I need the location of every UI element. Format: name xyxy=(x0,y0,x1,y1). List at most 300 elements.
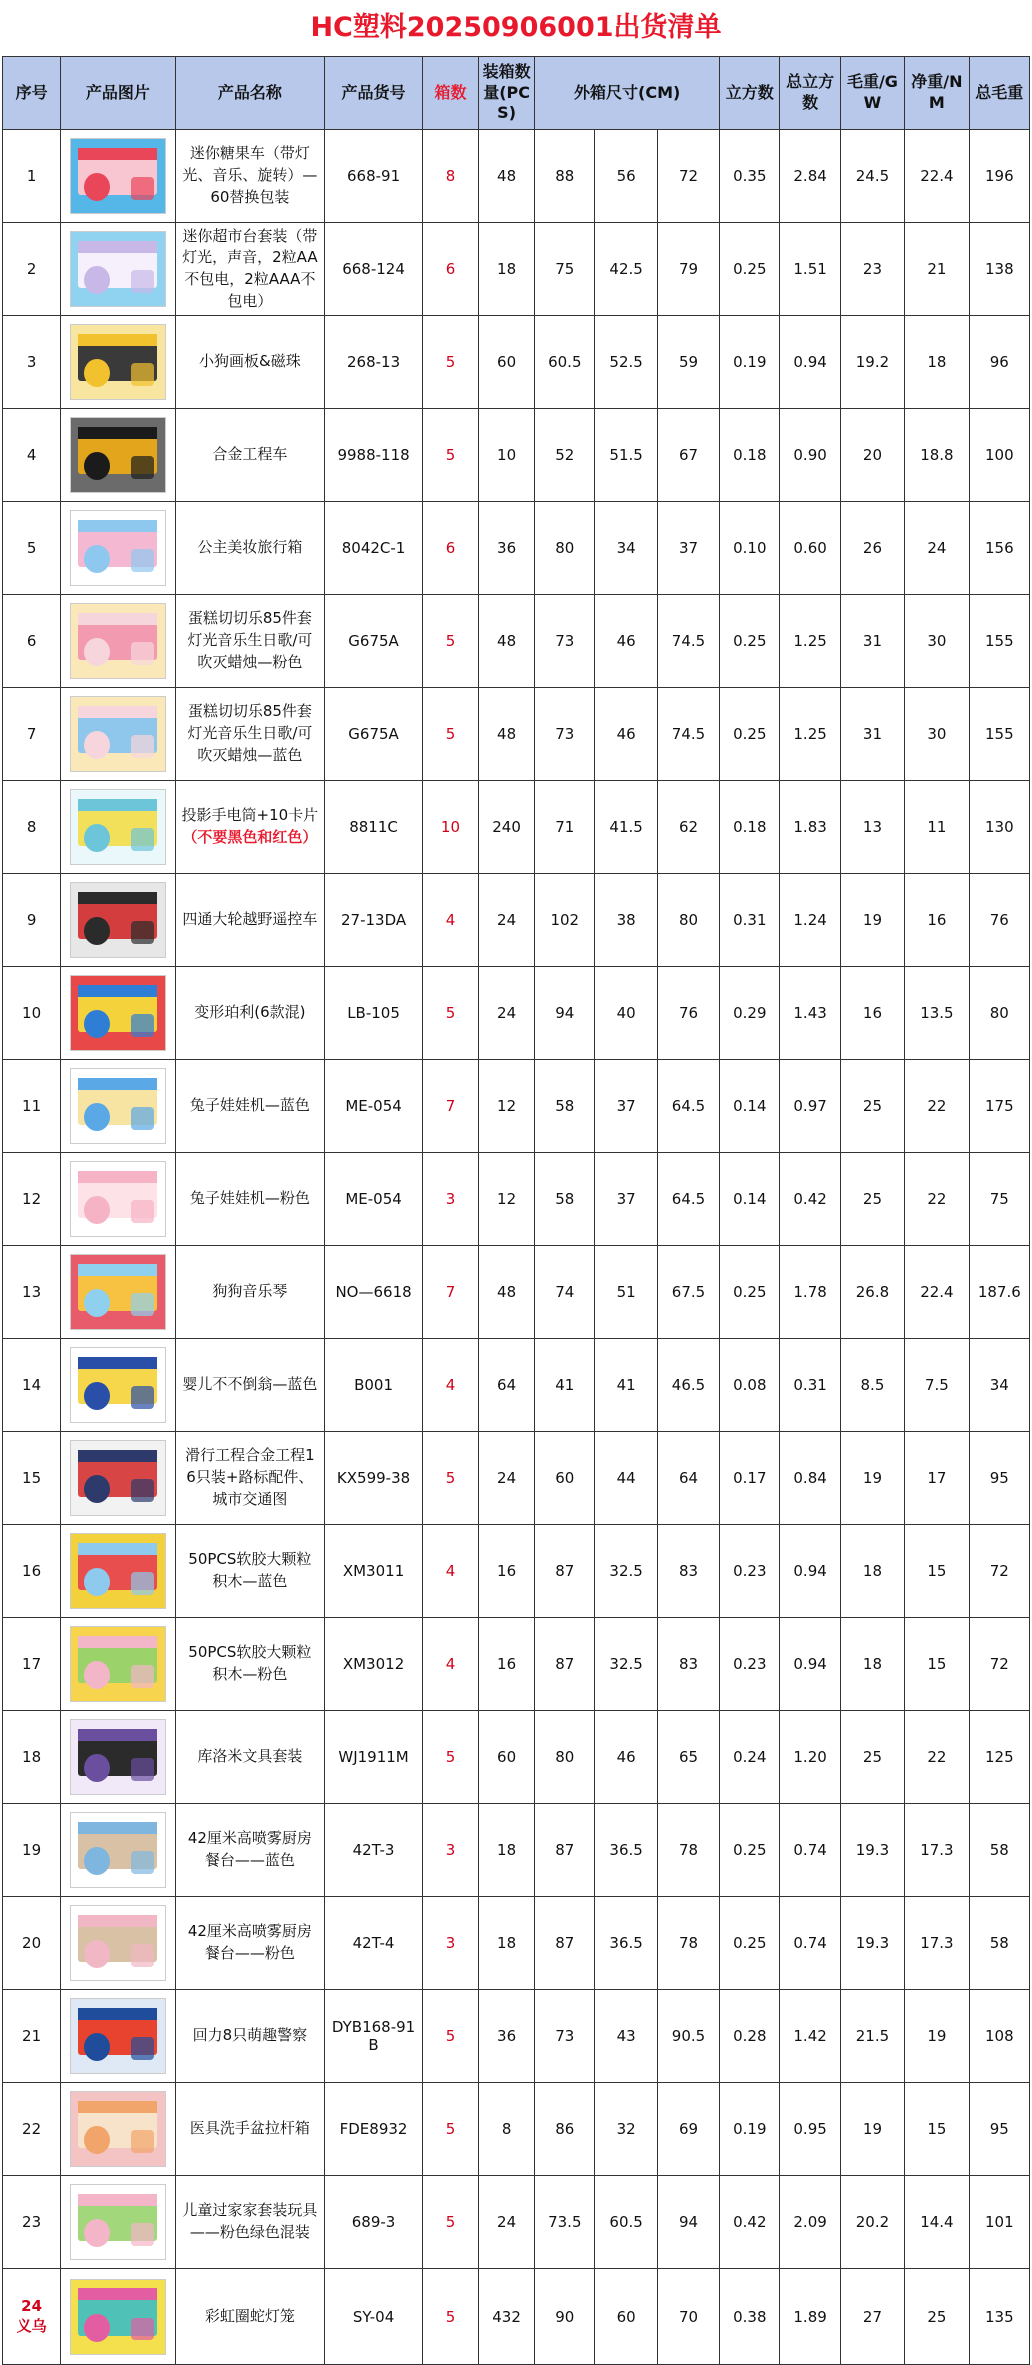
row-box-count: 4 xyxy=(422,1525,478,1618)
row-carton-width: 51 xyxy=(595,1246,657,1339)
row-seq: 21 xyxy=(3,1990,61,2083)
row-product-code: 9988-118 xyxy=(325,409,423,502)
product-photo xyxy=(70,789,166,865)
row-product-code: 27-13DA xyxy=(325,874,423,967)
header-row xyxy=(3,57,1030,130)
row-photo-cell xyxy=(61,1339,175,1432)
row-pack-qty: 64 xyxy=(479,1339,535,1432)
product-name-text: 42厘米高喷雾厨房餐台——蓝色 xyxy=(187,1829,312,1869)
row-cbm-value: 0.23 xyxy=(720,1525,780,1618)
row-carton-length: 58 xyxy=(535,1060,595,1153)
photo-toy-accessory xyxy=(131,1107,154,1129)
row-box-count: 6 xyxy=(422,223,478,316)
row-total-gross-weight: 125 xyxy=(969,1711,1029,1804)
row-net-weight: 17.3 xyxy=(905,1804,969,1897)
photo-toy xyxy=(84,1196,110,1224)
product-photo xyxy=(70,417,166,493)
row-total-gross-weight: 155 xyxy=(969,688,1029,781)
product-name-warning: （不要黑色和红色） xyxy=(182,828,318,846)
row-total-cbm: 0.31 xyxy=(780,1339,840,1432)
photo-package-band xyxy=(78,799,157,811)
row-net-weight: 25 xyxy=(905,2269,969,2365)
row-cbm-value: 0.19 xyxy=(720,2083,780,2176)
col-header-qty: 装箱数量(PCS) xyxy=(479,57,535,130)
row-carton-height: 69 xyxy=(657,2083,719,2176)
row-pack-qty: 10 xyxy=(479,409,535,502)
photo-package-band xyxy=(78,1078,157,1090)
product-name-text: 蛋糕切切乐85件套灯光音乐生日歌/可吹灭蜡烛—粉色 xyxy=(187,609,313,671)
product-photo xyxy=(70,1812,166,1888)
row-seq: 11 xyxy=(3,1060,61,1153)
row-product-name xyxy=(175,2269,325,2365)
row-gross-weight: 25 xyxy=(840,1711,904,1804)
photo-toy-accessory xyxy=(131,549,154,571)
row-pack-qty: 60 xyxy=(479,316,535,409)
row-product-code: XM3012 xyxy=(325,1618,423,1711)
photo-toy xyxy=(84,917,110,945)
photo-toy-accessory xyxy=(131,828,154,850)
row-pack-qty: 60 xyxy=(479,1711,535,1804)
row-total-gross-weight: 196 xyxy=(969,130,1029,223)
row-total-gross-weight: 175 xyxy=(969,1060,1029,1153)
product-name-text: 50PCS软胶大颗粒积木—蓝色 xyxy=(188,1550,312,1590)
row-photo-cell xyxy=(61,130,175,223)
row-seq: 16 xyxy=(3,1525,61,1618)
row-seq: 1 xyxy=(3,130,61,223)
row-carton-width: 46 xyxy=(595,595,657,688)
row-total-gross-weight: 95 xyxy=(969,1432,1029,1525)
row-carton-height: 46.5 xyxy=(657,1339,719,1432)
row-photo-cell xyxy=(61,1432,175,1525)
row-carton-height: 83 xyxy=(657,1525,719,1618)
product-name-text: 兔子娃娃机—蓝色 xyxy=(189,1096,310,1115)
photo-toy xyxy=(84,1847,110,1875)
row-total-cbm: 0.94 xyxy=(780,316,840,409)
row-carton-height: 83 xyxy=(657,1618,719,1711)
row-carton-width: 38 xyxy=(595,874,657,967)
row-net-weight: 30 xyxy=(905,688,969,781)
row-total-gross-weight: 72 xyxy=(969,1618,1029,1711)
row-seq: 19 xyxy=(3,1804,61,1897)
row-total-cbm: 1.20 xyxy=(780,1711,840,1804)
photo-package-band xyxy=(78,334,157,346)
row-carton-height: 37 xyxy=(657,502,719,595)
row-net-weight: 21 xyxy=(905,223,969,316)
product-photo xyxy=(70,2279,166,2355)
row-product-code: XM3011 xyxy=(325,1525,423,1618)
product-photo xyxy=(70,882,166,958)
table-row xyxy=(3,1897,1030,1990)
row-net-weight: 16 xyxy=(905,874,969,967)
photo-package-band xyxy=(78,427,157,439)
row-total-cbm: 0.42 xyxy=(780,1153,840,1246)
row-seq: 7 xyxy=(3,688,61,781)
photo-toy-accessory xyxy=(131,1572,154,1594)
photo-package-band xyxy=(78,520,157,532)
row-pack-qty: 24 xyxy=(479,967,535,1060)
row-product-name xyxy=(175,1339,325,1432)
row-carton-length: 102 xyxy=(535,874,595,967)
row-box-count: 5 xyxy=(422,1432,478,1525)
product-name-text: 蛋糕切切乐85件套灯光音乐生日歌/可吹灭蜡烛—蓝色 xyxy=(187,702,313,764)
row-net-weight: 17 xyxy=(905,1432,969,1525)
row-photo-cell xyxy=(61,781,175,874)
row-cbm-value: 0.14 xyxy=(720,1153,780,1246)
row-total-gross-weight: 156 xyxy=(969,502,1029,595)
row-carton-length: 80 xyxy=(535,502,595,595)
row-photo-cell xyxy=(61,2083,175,2176)
row-total-cbm: 1.51 xyxy=(780,223,840,316)
photo-toy-accessory xyxy=(131,1200,154,1222)
photo-toy-accessory xyxy=(131,2037,154,2059)
table-row xyxy=(3,223,1030,316)
row-carton-length: 87 xyxy=(535,1618,595,1711)
row-gross-weight: 19 xyxy=(840,2083,904,2176)
row-pack-qty: 18 xyxy=(479,1897,535,1990)
product-name-text: 狗狗音乐琴 xyxy=(212,1282,288,1301)
row-carton-width: 32.5 xyxy=(595,1525,657,1618)
photo-toy xyxy=(84,359,110,387)
row-total-gross-weight: 80 xyxy=(969,967,1029,1060)
row-seq: 14 xyxy=(3,1339,61,1432)
row-product-code: WJ1911M xyxy=(325,1711,423,1804)
row-gross-weight: 20.2 xyxy=(840,2176,904,2269)
product-name-text: 小狗画板&磁珠 xyxy=(199,352,301,371)
row-photo-cell xyxy=(61,1618,175,1711)
photo-package-band xyxy=(78,2008,157,2020)
product-name-text: 公主美妆旅行箱 xyxy=(197,538,303,557)
row-total-gross-weight: 187.6 xyxy=(969,1246,1029,1339)
row-net-weight: 7.5 xyxy=(905,1339,969,1432)
table-row xyxy=(3,316,1030,409)
row-product-name xyxy=(175,502,325,595)
photo-toy xyxy=(84,1568,110,1596)
photo-toy xyxy=(84,1010,110,1038)
row-carton-length: 60.5 xyxy=(535,316,595,409)
row-product-name xyxy=(175,1246,325,1339)
row-net-weight: 15 xyxy=(905,1618,969,1711)
row-net-weight: 13.5 xyxy=(905,967,969,1060)
photo-toy xyxy=(84,1289,110,1317)
row-cbm-value: 0.25 xyxy=(720,1804,780,1897)
row-photo-cell xyxy=(61,1060,175,1153)
table-row xyxy=(3,1990,1030,2083)
row-carton-height: 94 xyxy=(657,2176,719,2269)
photo-toy xyxy=(84,1940,110,1968)
row-total-gross-weight: 76 xyxy=(969,874,1029,967)
row-carton-length: 87 xyxy=(535,1525,595,1618)
table-row xyxy=(3,781,1030,874)
photo-toy xyxy=(84,824,110,852)
row-carton-length: 73 xyxy=(535,595,595,688)
col-header-total-gross-weight: 总毛重 xyxy=(969,57,1029,130)
row-photo-cell xyxy=(61,223,175,316)
row-cbm-value: 0.08 xyxy=(720,1339,780,1432)
photo-package-band xyxy=(78,1822,157,1834)
row-carton-width: 43 xyxy=(595,1990,657,2083)
product-photo xyxy=(70,1161,166,1237)
row-product-code: 268-13 xyxy=(325,316,423,409)
row-gross-weight: 23 xyxy=(840,223,904,316)
row-cbm-value: 0.23 xyxy=(720,1618,780,1711)
row-product-name xyxy=(175,2176,325,2269)
table-row xyxy=(3,409,1030,502)
photo-toy xyxy=(84,1382,110,1410)
row-cbm-value: 0.25 xyxy=(720,1897,780,1990)
row-photo-cell xyxy=(61,688,175,781)
row-carton-width: 46 xyxy=(595,1711,657,1804)
photo-toy xyxy=(84,2314,110,2342)
row-pack-qty: 18 xyxy=(479,1804,535,1897)
photo-toy xyxy=(84,1754,110,1782)
row-carton-width: 41 xyxy=(595,1339,657,1432)
product-photo xyxy=(70,1626,166,1702)
row-total-cbm: 0.90 xyxy=(780,409,840,502)
row-box-count: 7 xyxy=(422,1060,478,1153)
row-total-gross-weight: 101 xyxy=(969,2176,1029,2269)
row-product-name xyxy=(175,1432,325,1525)
table-row xyxy=(3,1804,1030,1897)
table-row xyxy=(3,967,1030,1060)
row-total-cbm: 0.95 xyxy=(780,2083,840,2176)
row-gross-weight: 25 xyxy=(840,1153,904,1246)
product-name-text: 42厘米高喷雾厨房餐台——粉色 xyxy=(187,1922,312,1962)
row-product-name xyxy=(175,595,325,688)
row-carton-height: 76 xyxy=(657,967,719,1060)
row-product-name xyxy=(175,2083,325,2176)
row-gross-weight: 26 xyxy=(840,502,904,595)
row-seq: 8 xyxy=(3,781,61,874)
row-gross-weight: 26.8 xyxy=(840,1246,904,1339)
col-header-seq: 序号 xyxy=(3,57,61,130)
row-pack-qty: 48 xyxy=(479,688,535,781)
row-carton-length: 60 xyxy=(535,1432,595,1525)
row-box-count: 3 xyxy=(422,1804,478,1897)
product-photo xyxy=(70,603,166,679)
row-pack-qty: 48 xyxy=(479,130,535,223)
row-total-cbm: 0.74 xyxy=(780,1804,840,1897)
row-gross-weight: 31 xyxy=(840,688,904,781)
row-carton-height: 80 xyxy=(657,874,719,967)
row-product-code: 668-124 xyxy=(325,223,423,316)
table-row xyxy=(3,1246,1030,1339)
row-gross-weight: 19.3 xyxy=(840,1897,904,1990)
row-carton-height: 59 xyxy=(657,316,719,409)
row-total-cbm: 0.97 xyxy=(780,1060,840,1153)
product-name-text: 投影手电筒+10卡片 xyxy=(181,806,319,825)
product-photo xyxy=(70,1347,166,1423)
row-cbm-value: 0.35 xyxy=(720,130,780,223)
row-seq xyxy=(3,2269,61,2365)
row-cbm-value: 0.25 xyxy=(720,223,780,316)
row-carton-height: 70 xyxy=(657,2269,719,2365)
row-seq-number: 24 xyxy=(21,2297,43,2315)
product-photo xyxy=(70,1533,166,1609)
row-product-name xyxy=(175,874,325,967)
photo-toy-accessory xyxy=(131,2130,154,2152)
photo-toy-accessory xyxy=(131,363,154,385)
row-carton-width: 42.5 xyxy=(595,223,657,316)
product-photo xyxy=(70,324,166,400)
row-total-gross-weight: 72 xyxy=(969,1525,1029,1618)
table-row xyxy=(3,1618,1030,1711)
row-total-cbm: 1.43 xyxy=(780,967,840,1060)
row-cbm-value: 0.25 xyxy=(720,688,780,781)
row-cbm-value: 0.24 xyxy=(720,1711,780,1804)
row-product-code: KX599-38 xyxy=(325,1432,423,1525)
photo-package-band xyxy=(78,1915,157,1927)
row-gross-weight: 27 xyxy=(840,2269,904,2365)
row-product-name xyxy=(175,130,325,223)
row-carton-height: 64 xyxy=(657,1432,719,1525)
photo-package-band xyxy=(78,706,157,718)
row-pack-qty: 36 xyxy=(479,502,535,595)
row-seq: 12 xyxy=(3,1153,61,1246)
row-seq: 17 xyxy=(3,1618,61,1711)
row-net-weight: 18 xyxy=(905,316,969,409)
row-photo-cell xyxy=(61,1897,175,1990)
row-carton-width: 32.5 xyxy=(595,1618,657,1711)
row-net-weight: 18.8 xyxy=(905,409,969,502)
row-total-cbm: 0.60 xyxy=(780,502,840,595)
photo-package-band xyxy=(78,1450,157,1462)
photo-toy xyxy=(84,266,110,294)
row-carton-height: 78 xyxy=(657,1897,719,1990)
row-seq: 3 xyxy=(3,316,61,409)
col-header-code: 产品货号 xyxy=(325,57,423,130)
row-product-name xyxy=(175,223,325,316)
row-total-cbm: 0.94 xyxy=(780,1618,840,1711)
row-seq: 4 xyxy=(3,409,61,502)
row-net-weight: 22 xyxy=(905,1153,969,1246)
row-box-count: 5 xyxy=(422,1711,478,1804)
row-box-count: 10 xyxy=(422,781,478,874)
product-photo xyxy=(70,2184,166,2260)
table-row xyxy=(3,130,1030,223)
photo-toy-accessory xyxy=(131,735,154,757)
row-photo-cell xyxy=(61,967,175,1060)
photo-package-band xyxy=(78,1729,157,1741)
row-box-count: 5 xyxy=(422,409,478,502)
row-pack-qty: 36 xyxy=(479,1990,535,2083)
row-carton-length: 75 xyxy=(535,223,595,316)
row-carton-length: 80 xyxy=(535,1711,595,1804)
row-gross-weight: 20 xyxy=(840,409,904,502)
row-carton-width: 36.5 xyxy=(595,1897,657,1990)
row-gross-weight: 24.5 xyxy=(840,130,904,223)
row-product-name xyxy=(175,967,325,1060)
row-carton-width: 52.5 xyxy=(595,316,657,409)
row-product-name xyxy=(175,1804,325,1897)
product-photo xyxy=(70,1068,166,1144)
photo-toy-accessory xyxy=(131,177,154,199)
row-seq: 20 xyxy=(3,1897,61,1990)
row-gross-weight: 8.5 xyxy=(840,1339,904,1432)
row-gross-weight: 31 xyxy=(840,595,904,688)
row-carton-length: 73 xyxy=(535,688,595,781)
row-box-count: 5 xyxy=(422,1990,478,2083)
row-product-code: SY-04 xyxy=(325,2269,423,2365)
row-net-weight: 22 xyxy=(905,1060,969,1153)
product-photo xyxy=(70,231,166,307)
row-seq: 23 xyxy=(3,2176,61,2269)
row-total-cbm: 1.42 xyxy=(780,1990,840,2083)
row-total-cbm: 2.84 xyxy=(780,130,840,223)
row-carton-width: 44 xyxy=(595,1432,657,1525)
row-cbm-value: 0.14 xyxy=(720,1060,780,1153)
row-total-gross-weight: 108 xyxy=(969,1990,1029,2083)
photo-package-band xyxy=(78,2194,157,2206)
product-name-text: 彩虹圈蛇灯笼 xyxy=(204,2306,295,2325)
row-pack-qty: 18 xyxy=(479,223,535,316)
photo-toy xyxy=(84,173,110,201)
row-gross-weight: 18 xyxy=(840,1618,904,1711)
photo-package-band xyxy=(78,985,157,997)
row-product-code: FDE8932 xyxy=(325,2083,423,2176)
row-total-cbm: 2.09 xyxy=(780,2176,840,2269)
photo-toy xyxy=(84,731,110,759)
row-gross-weight: 16 xyxy=(840,967,904,1060)
row-seq: 18 xyxy=(3,1711,61,1804)
row-carton-length: 87 xyxy=(535,1804,595,1897)
row-carton-width: 56 xyxy=(595,130,657,223)
product-name-text: 医具洗手盆拉杆箱 xyxy=(189,2119,310,2138)
row-total-cbm: 1.78 xyxy=(780,1246,840,1339)
row-total-gross-weight: 58 xyxy=(969,1897,1029,1990)
row-product-code: 689-3 xyxy=(325,2176,423,2269)
row-pack-qty: 8 xyxy=(479,2083,535,2176)
photo-toy-accessory xyxy=(131,1479,154,1501)
row-cbm-value: 0.29 xyxy=(720,967,780,1060)
row-gross-weight: 19 xyxy=(840,1432,904,1525)
row-product-code: G675A xyxy=(325,688,423,781)
row-box-count: 5 xyxy=(422,2269,478,2365)
row-carton-length: 58 xyxy=(535,1153,595,1246)
product-photo xyxy=(70,1998,166,2074)
row-total-gross-weight: 100 xyxy=(969,409,1029,502)
row-carton-height: 78 xyxy=(657,1804,719,1897)
table-row xyxy=(3,1060,1030,1153)
row-carton-length: 73.5 xyxy=(535,2176,595,2269)
row-product-code: ME-054 xyxy=(325,1060,423,1153)
row-cbm-value: 0.18 xyxy=(720,781,780,874)
photo-toy xyxy=(84,545,110,573)
row-gross-weight: 19.3 xyxy=(840,1804,904,1897)
row-product-code: 8811C xyxy=(325,781,423,874)
row-product-name xyxy=(175,1153,325,1246)
photo-toy-accessory xyxy=(131,1293,154,1315)
row-photo-cell xyxy=(61,595,175,688)
row-product-name xyxy=(175,409,325,502)
row-carton-height: 67 xyxy=(657,409,719,502)
row-cbm-value: 0.10 xyxy=(720,502,780,595)
photo-toy xyxy=(84,452,110,480)
row-box-count: 3 xyxy=(422,1153,478,1246)
row-carton-length: 73 xyxy=(535,1990,595,2083)
product-name-text: 变形珀利(6款混) xyxy=(194,1003,306,1022)
row-gross-weight: 19 xyxy=(840,874,904,967)
row-net-weight: 15 xyxy=(905,2083,969,2176)
row-carton-width: 41.5 xyxy=(595,781,657,874)
row-cbm-value: 0.25 xyxy=(720,595,780,688)
row-cbm-value: 0.28 xyxy=(720,1990,780,2083)
col-header-boxes: 箱数 xyxy=(422,57,478,130)
row-photo-cell xyxy=(61,1525,175,1618)
row-cbm-value: 0.31 xyxy=(720,874,780,967)
row-total-gross-weight: 138 xyxy=(969,223,1029,316)
row-product-code: 8042C-1 xyxy=(325,502,423,595)
product-name-text: 兔子娃娃机—粉色 xyxy=(189,1189,310,1208)
